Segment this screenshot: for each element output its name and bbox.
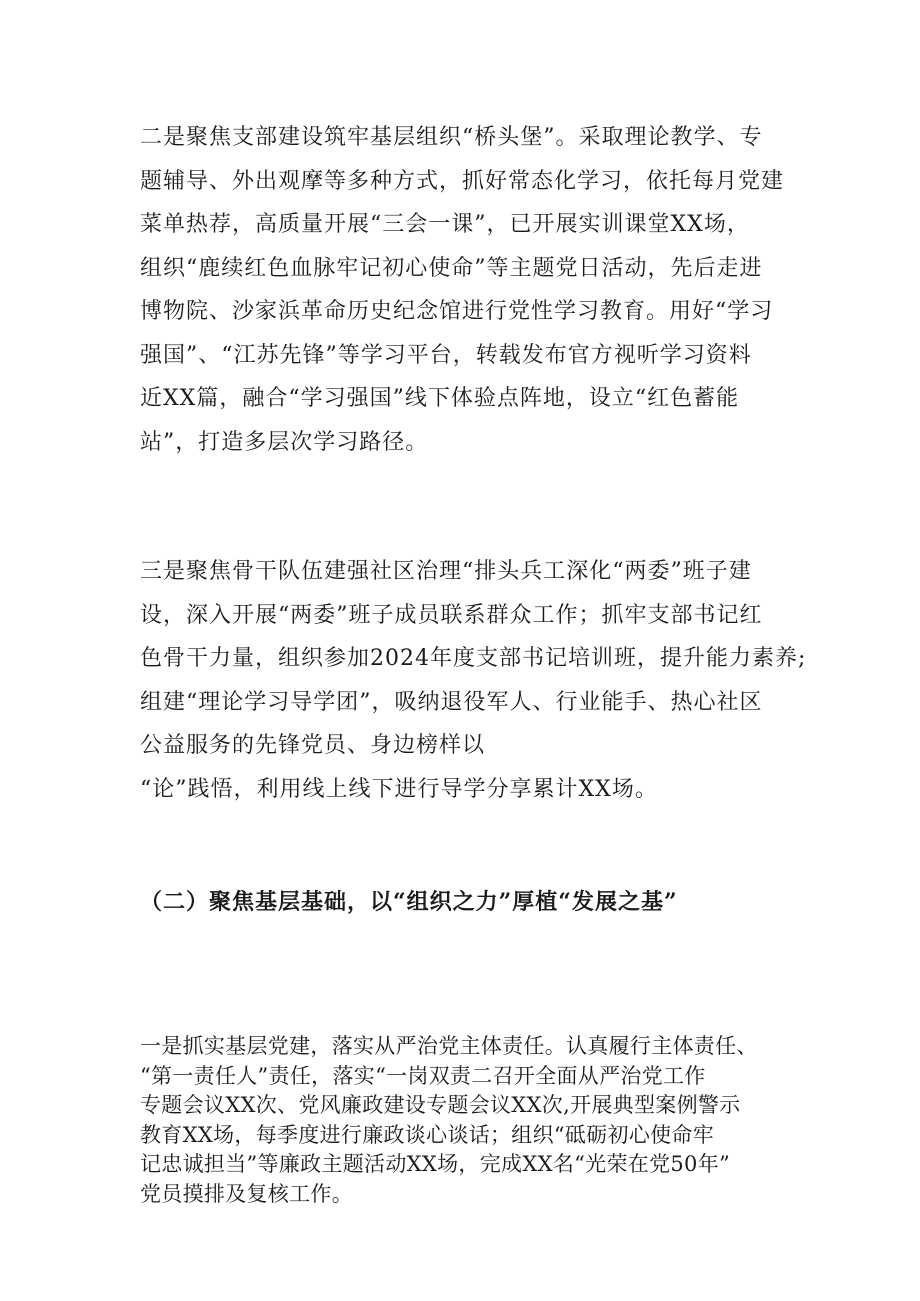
text-line: 题辅导、外出观摩等多种方式，抓好常态化学习，依托每月党建 (140, 168, 785, 194)
text-line: “第一责任人”责任，落实“一岗双责二召开全面从严治党工作 (140, 1063, 706, 1088)
text-line: 专题会议XX次、党风廉政建设专题会议XX次,开展典型案例警示 (140, 1093, 741, 1117)
text-line: 二是聚焦支部建设筑牢基层组织“桥头堡”。采取理论教学、专 (140, 125, 763, 150)
text-line: 党员摸排及复核工作。 (140, 1181, 353, 1206)
paragraph-grassroots-party (140, 1032, 800, 1209)
text-line: 公益服务的先锋党员、身边榜样以 (140, 733, 486, 759)
paragraph-backbone-team (140, 550, 807, 812)
text-line: 站”，打造多层次学习路径。 (140, 429, 429, 455)
text-line: “论”践悟，利用线上线下进行导学分享累计XX场。 (140, 776, 658, 802)
text-line: 菜单热荐，高质量开展“三会一课”，已开展实训课堂XX场， (140, 212, 750, 237)
text-line: 博物院、沙家浜革命历史纪念馆进行党性学习教育。用好“学习 (140, 299, 774, 324)
text-line: 组建“理论学习导学团”，吸纳退役军人、行业能手、热心社区 (140, 689, 763, 715)
paragraph-branch-building (140, 116, 800, 464)
text-line: 近XX篇，融合“学习强国”线下体验点阵地，设立“红色蓄能 (140, 386, 740, 411)
text-line: 强国”、“江苏先锋”等学习平台，转载发布官方视听学习资料 (140, 342, 752, 368)
text-line: 教育XX场，每季度进行廉政谈心谈话；组织“砥砺初心使命牢 (140, 1122, 715, 1147)
text-line: 记忠诚担当”等廉政主题活动XX场，完成XX名“光荣在党50年” (140, 1152, 731, 1176)
text-line: 一是抓实基层党建，落实从严治党主体责任。认真履行主体责任、 (140, 1034, 758, 1058)
section-heading: （二）聚焦基层基础，以“组织之力”厚植“发展之基” (140, 889, 678, 915)
text-line: 组织“鹿续红色血脉牢记初心使命”等主题党日活动，先后走进 (140, 255, 763, 281)
text-line: 设，深入开展“两委”班子成员联系群众工作；抓牢支部书记红 (140, 602, 763, 628)
text-line: 三是聚焦骨干队伍建强社区治理“排头兵工深化“两委”班子建 (140, 559, 752, 584)
text-line: 色骨干力量，组织参加2024年度支部书记培训班，提升能力素养; (140, 646, 807, 672)
